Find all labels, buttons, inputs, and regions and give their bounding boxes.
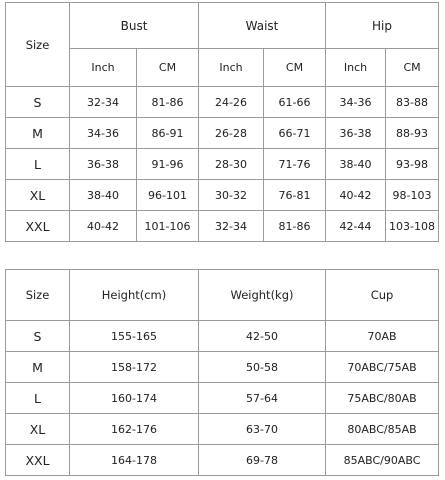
table-row xyxy=(6,87,439,118)
bust-inch-header: Inch xyxy=(70,49,137,87)
size-cell: M xyxy=(6,352,70,383)
weight-cell: 63-70 xyxy=(199,414,326,445)
size-header: Size xyxy=(6,270,70,321)
size-cell: M xyxy=(6,118,70,149)
bust-inch-cell: 32-34 xyxy=(70,87,137,118)
hip-cm-cell: 83-88 xyxy=(386,87,439,118)
waist-header: Waist xyxy=(199,3,326,49)
hip-inch-cell: 40-42 xyxy=(326,180,386,211)
body-measurement-table xyxy=(5,2,439,242)
cup-cell: 75ABC/80AB xyxy=(326,383,439,414)
waist-cm-cell: 66-71 xyxy=(264,118,326,149)
table-row xyxy=(6,118,439,149)
hip-header: Hip xyxy=(326,3,439,49)
height-weight-cup-table xyxy=(5,269,439,476)
bust-inch-cell: 38-40 xyxy=(70,180,137,211)
cup-cell: 70AB xyxy=(326,321,439,352)
size-cell: L xyxy=(6,149,70,180)
height-cell: 155-165 xyxy=(70,321,199,352)
bust-header: Bust xyxy=(70,3,199,49)
waist-cm-cell: 76-81 xyxy=(264,180,326,211)
size-cell: L xyxy=(6,383,70,414)
hip-cm-cell: 93-98 xyxy=(386,149,439,180)
bust-cm-cell: 96-101 xyxy=(137,180,199,211)
waist-cm-cell: 81-86 xyxy=(264,211,326,242)
cup-cell: 70ABC/75AB xyxy=(326,352,439,383)
bust-cm-cell: 86-91 xyxy=(137,118,199,149)
table-row xyxy=(6,149,439,180)
table-row xyxy=(6,383,439,414)
waist-inch-header: Inch xyxy=(199,49,264,87)
cup-cell: 80ABC/85AB xyxy=(326,414,439,445)
hip-inch-header: Inch xyxy=(326,49,386,87)
size-cell: XXL xyxy=(6,211,70,242)
hip-cm-header: CM xyxy=(386,49,439,87)
table-row xyxy=(6,180,439,211)
hip-inch-cell: 38-40 xyxy=(326,149,386,180)
weight-cell: 69-78 xyxy=(199,445,326,476)
bust-inch-cell: 34-36 xyxy=(70,118,137,149)
waist-inch-cell: 28-30 xyxy=(199,149,264,180)
waist-cm-cell: 61-66 xyxy=(264,87,326,118)
table-row xyxy=(6,352,439,383)
table-row xyxy=(6,211,439,242)
weight-cell: 57-64 xyxy=(199,383,326,414)
weight-header: Weight(kg) xyxy=(199,270,326,321)
cup-header: Cup xyxy=(326,270,439,321)
waist-inch-cell: 24-26 xyxy=(199,87,264,118)
size-cell: S xyxy=(6,87,70,118)
bust-inch-cell: 36-38 xyxy=(70,149,137,180)
cup-cell: 85ABC/90ABC xyxy=(326,445,439,476)
waist-cm-header: CM xyxy=(264,49,326,87)
hip-inch-cell: 42-44 xyxy=(326,211,386,242)
size-cell: XL xyxy=(6,180,70,211)
table-row xyxy=(6,321,439,352)
hip-cm-cell: 103-108 xyxy=(386,211,439,242)
weight-cell: 42-50 xyxy=(199,321,326,352)
height-cell: 164-178 xyxy=(70,445,199,476)
bust-cm-cell: 81-86 xyxy=(137,87,199,118)
size-cell: S xyxy=(6,321,70,352)
height-cell: 158-172 xyxy=(70,352,199,383)
waist-cm-cell: 71-76 xyxy=(264,149,326,180)
waist-inch-cell: 32-34 xyxy=(199,211,264,242)
bust-cm-cell: 101-106 xyxy=(137,211,199,242)
hip-cm-cell: 88-93 xyxy=(386,118,439,149)
height-cell: 160-174 xyxy=(70,383,199,414)
hip-cm-cell: 98-103 xyxy=(386,180,439,211)
bust-cm-header: CM xyxy=(137,49,199,87)
size-cell: XXL xyxy=(6,445,70,476)
waist-inch-cell: 26-28 xyxy=(199,118,264,149)
bust-cm-cell: 91-96 xyxy=(137,149,199,180)
weight-cell: 50-58 xyxy=(199,352,326,383)
table-row xyxy=(6,414,439,445)
height-cell: 162-176 xyxy=(70,414,199,445)
size-header: Size xyxy=(6,3,70,87)
hip-inch-cell: 34-36 xyxy=(326,87,386,118)
bust-inch-cell: 40-42 xyxy=(70,211,137,242)
height-header: Height(cm) xyxy=(70,270,199,321)
size-cell: XL xyxy=(6,414,70,445)
table-row xyxy=(6,445,439,476)
hip-inch-cell: 36-38 xyxy=(326,118,386,149)
waist-inch-cell: 30-32 xyxy=(199,180,264,211)
